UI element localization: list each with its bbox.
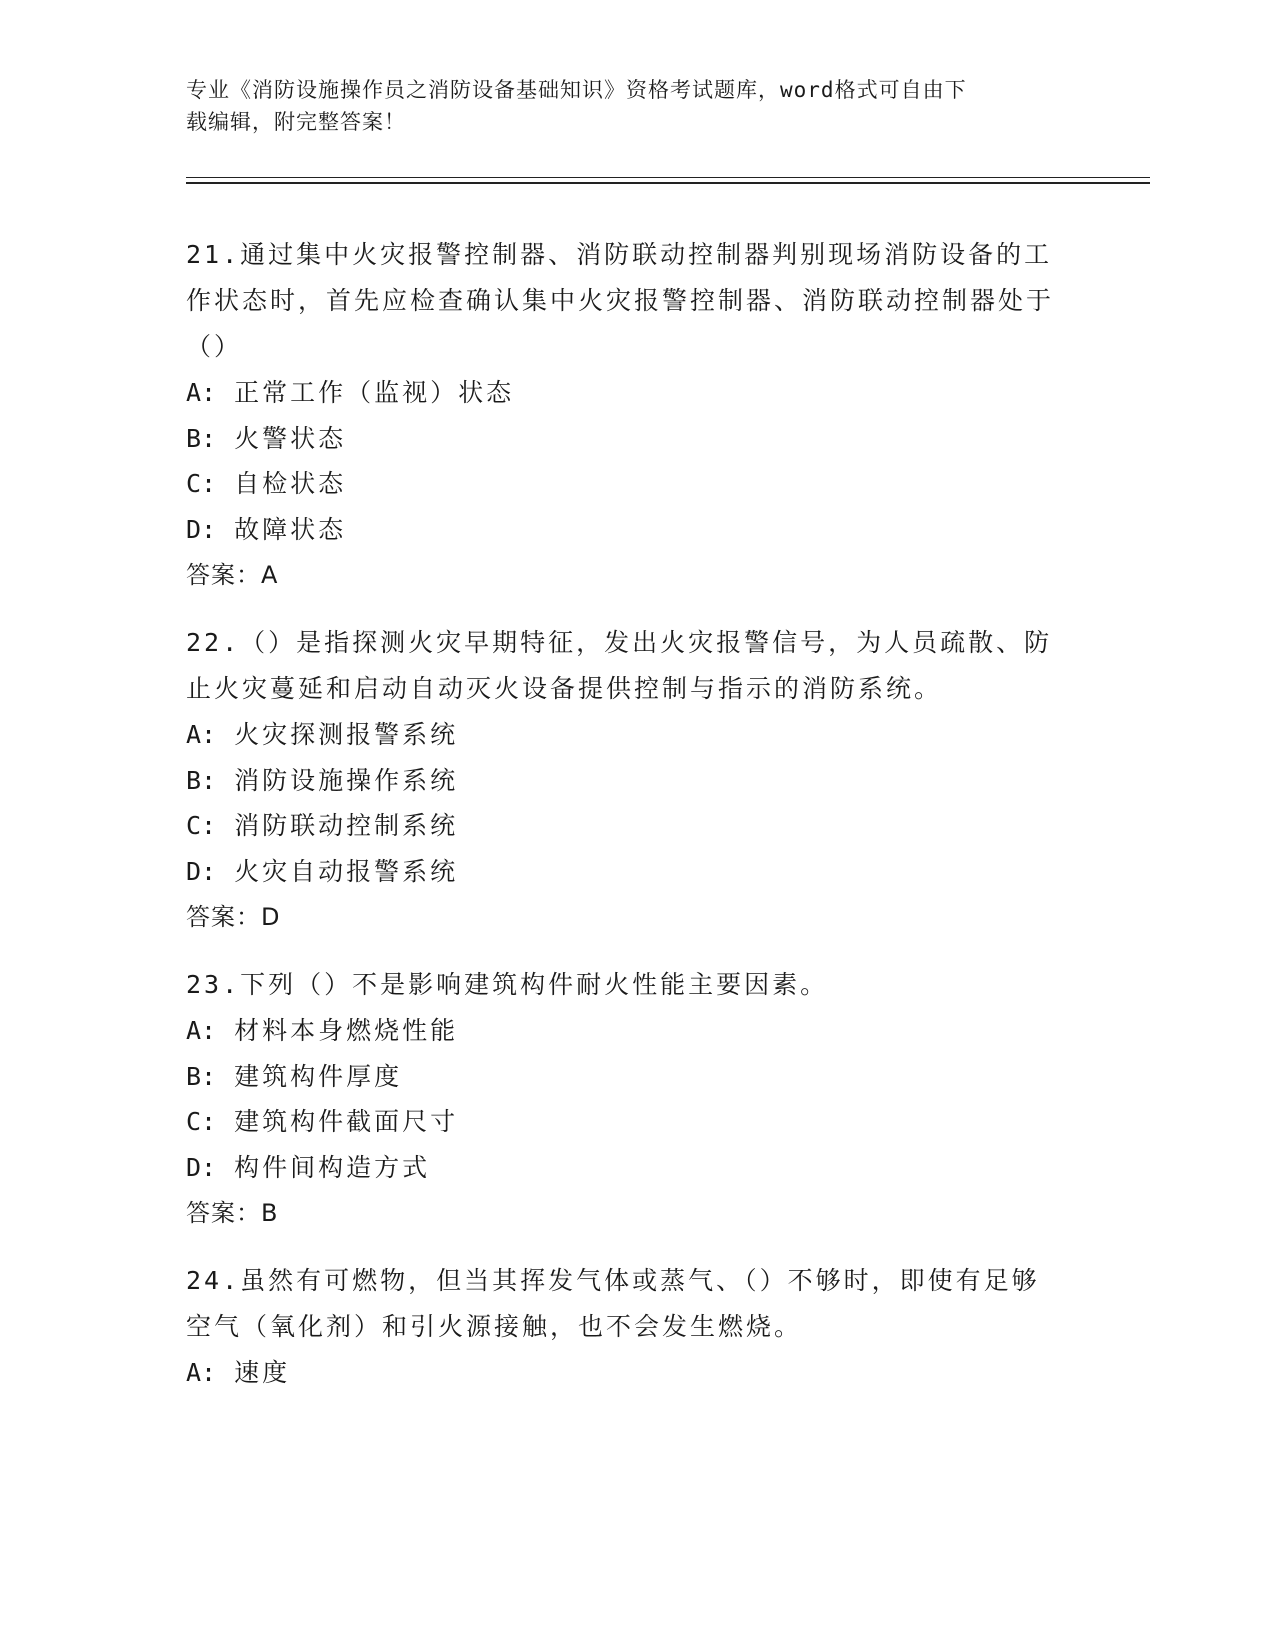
question-block [186, 962, 1066, 1236]
option-letter: B: [186, 423, 217, 453]
question-text: 22.（）是指探测火灾早期特征，发出火灾报警信号，为人员疏散、防止火灾蔓延和启动自动灭火设备提供控制与指示的消防系统。 [186, 628, 1053, 703]
option-text: 消防联动控制系统 [234, 811, 459, 840]
answer-option [186, 758, 1066, 804]
option-text: 材料本身燃烧性能 [234, 1016, 459, 1045]
option-letter: D: [186, 1152, 217, 1182]
answer-option [186, 712, 1066, 758]
question-block [186, 620, 1066, 940]
option-text: 建筑构件厚度 [234, 1061, 403, 1091]
option-text: 消防设施操作系统 [234, 765, 459, 795]
question-block [186, 1258, 1066, 1396]
answer-key: 答案：B [186, 1199, 279, 1227]
option-letter: C: [186, 1107, 217, 1136]
header-divider-thick [186, 182, 1150, 184]
question-text: 24.虽然有可燃物，但当其挥发气体或蒸气、（）不够时，即使有足够空气（氧化剂）和引火源接触，也不会发生燃烧。 [186, 1266, 1040, 1341]
answer-option [186, 1054, 1066, 1100]
option-text: 正常工作（监视）状态 [234, 378, 515, 407]
document-header [186, 74, 1066, 138]
option-text: 建筑构件截面尺寸 [234, 1107, 459, 1136]
question-text: 23.下列（）不是影响建筑构件耐火性能主要因素。 [186, 970, 829, 999]
option-letter: A: [186, 720, 217, 749]
option-text: 构件间构造方式 [234, 1152, 431, 1182]
option-letter: D: [186, 514, 217, 544]
option-text: 故障状态 [234, 514, 347, 544]
answer-option [186, 507, 1066, 553]
answer-option [186, 1099, 1066, 1145]
option-letter: B: [186, 1061, 217, 1091]
answer-option [186, 1145, 1066, 1191]
answer-option [186, 1008, 1066, 1054]
answer-option [186, 1350, 1066, 1396]
option-letter: B: [186, 765, 217, 795]
answer-option [186, 849, 1066, 895]
header-divider-thin [186, 177, 1150, 178]
option-letter: C: [186, 811, 217, 840]
option-letter: A: [186, 378, 217, 407]
answer-option [186, 803, 1066, 849]
option-text: 火警状态 [234, 423, 347, 453]
option-text: 自检状态 [234, 469, 347, 498]
option-text: 火灾探测报警系统 [234, 720, 459, 749]
answer-option [186, 416, 1066, 462]
answer-key: 答案：D [186, 903, 281, 931]
option-letter: D: [186, 856, 217, 886]
question-text: 21.通过集中火灾报警控制器、消防联动控制器判别现场消防设备的工作状态时，首先应检查确认集中火灾报警控制器、消防联动控制器处于（） [186, 240, 1055, 361]
option-letter: A: [186, 1358, 217, 1387]
answer-option [186, 461, 1066, 507]
header-line-2: 载编辑，附完整答案！ [186, 110, 406, 134]
option-letter: C: [186, 469, 217, 498]
option-text: 火灾自动报警系统 [234, 856, 459, 886]
option-letter: A: [186, 1016, 217, 1045]
answer-option [186, 370, 1066, 416]
answer-key: 答案：A [186, 561, 279, 589]
question-block [186, 232, 1066, 598]
option-text: 速度 [234, 1358, 291, 1387]
question-list [186, 232, 1066, 1418]
header-line-1: 专业《消防设施操作员之消防设备基础知识》资格考试题库，word格式可自由下 [186, 78, 967, 102]
